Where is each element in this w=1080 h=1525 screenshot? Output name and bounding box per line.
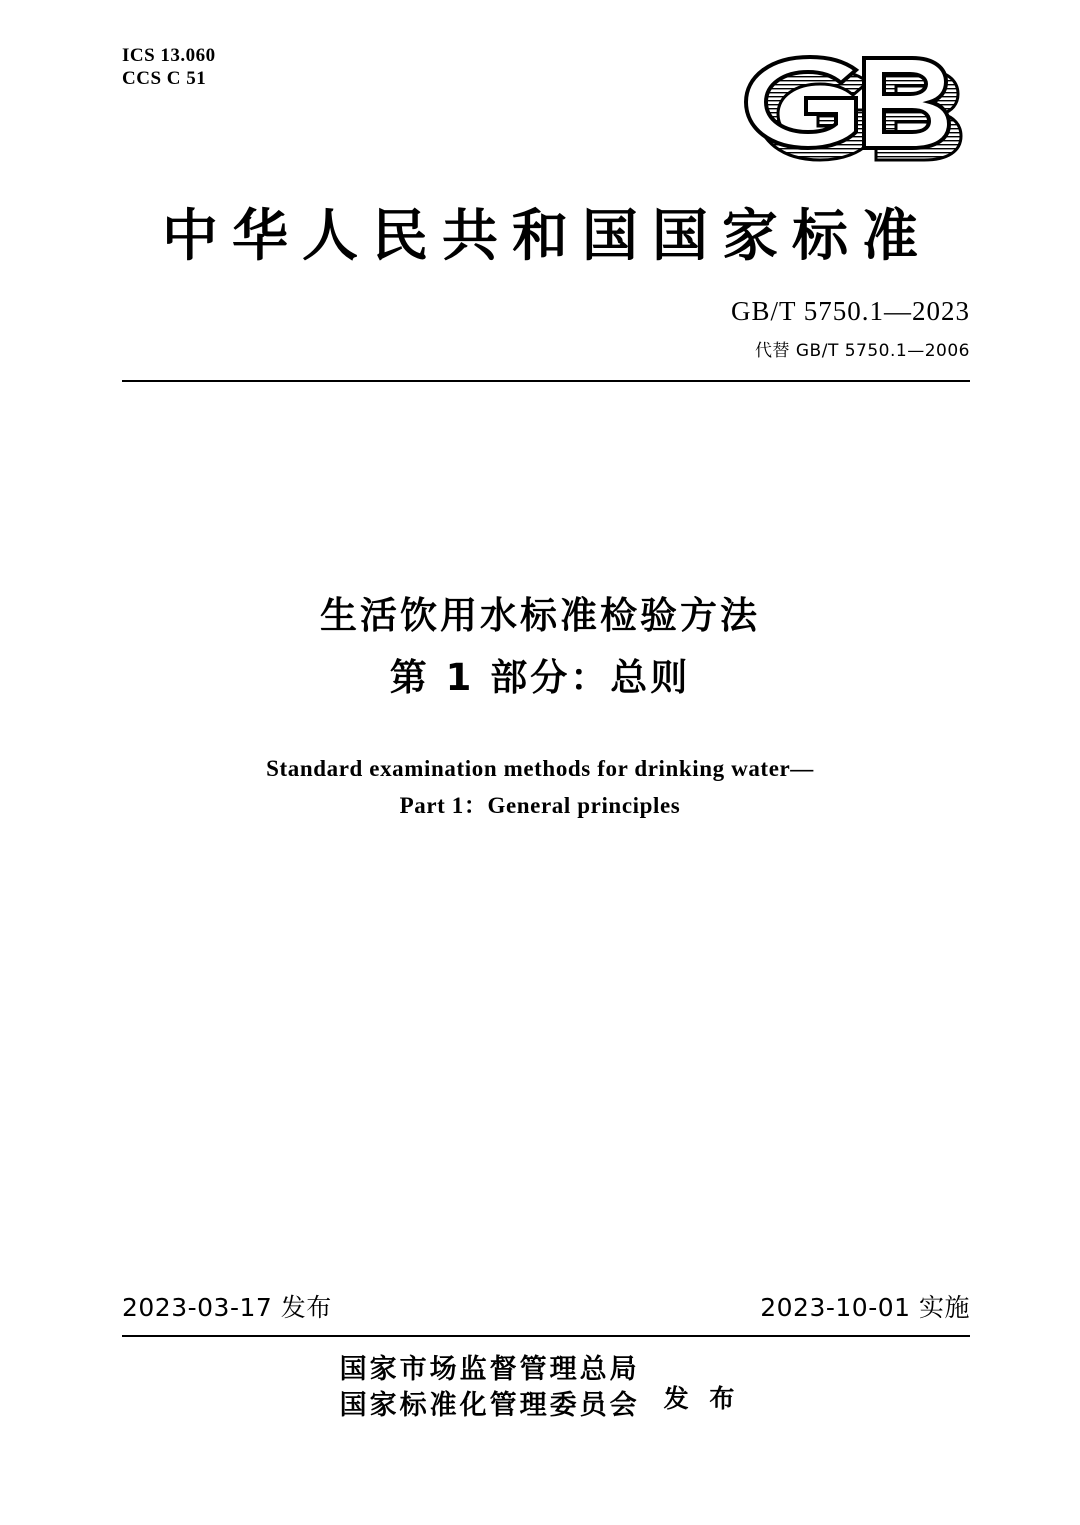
- gb-logo-icon: [740, 52, 970, 162]
- classification-codes: [122, 44, 216, 90]
- ccs-code: CCS C 51: [122, 68, 207, 89]
- document-title-en-line1: Standard examination methods for drinking water—: [266, 756, 814, 781]
- document-title-en: [0, 750, 1080, 824]
- footer-divider: [122, 1335, 970, 1337]
- document-title-en-line2: Part 1：General principles: [399, 793, 681, 818]
- document-title-cn: [0, 588, 1080, 706]
- standard-number: GB/T 5750.1—2023: [730, 296, 970, 326]
- national-standard-heading: 中华人民共和国国家标准: [162, 204, 932, 269]
- document-title-cn-line2: 第 1 部分：总则: [389, 656, 691, 699]
- issue-date: 2023-03-17 发布: [122, 1293, 332, 1322]
- issuer-line-2: 国家标准化管理委员会: [339, 1390, 640, 1421]
- document-title-cn-line1: 生活饮用水标准检验方法: [320, 594, 760, 637]
- effective-date: 2023-10-01 实施: [760, 1293, 970, 1322]
- publish-label: 发 布: [663, 1384, 741, 1413]
- replaces-standard: 代替 GB/T 5750.1—2006: [754, 341, 970, 361]
- issuer-block: [0, 1352, 1080, 1424]
- header-divider: [122, 380, 970, 382]
- ics-code: ICS 13.060: [122, 45, 216, 66]
- issuer-line-1: 国家市场监督管理总局: [339, 1354, 640, 1385]
- issuer-names: [340, 1352, 640, 1424]
